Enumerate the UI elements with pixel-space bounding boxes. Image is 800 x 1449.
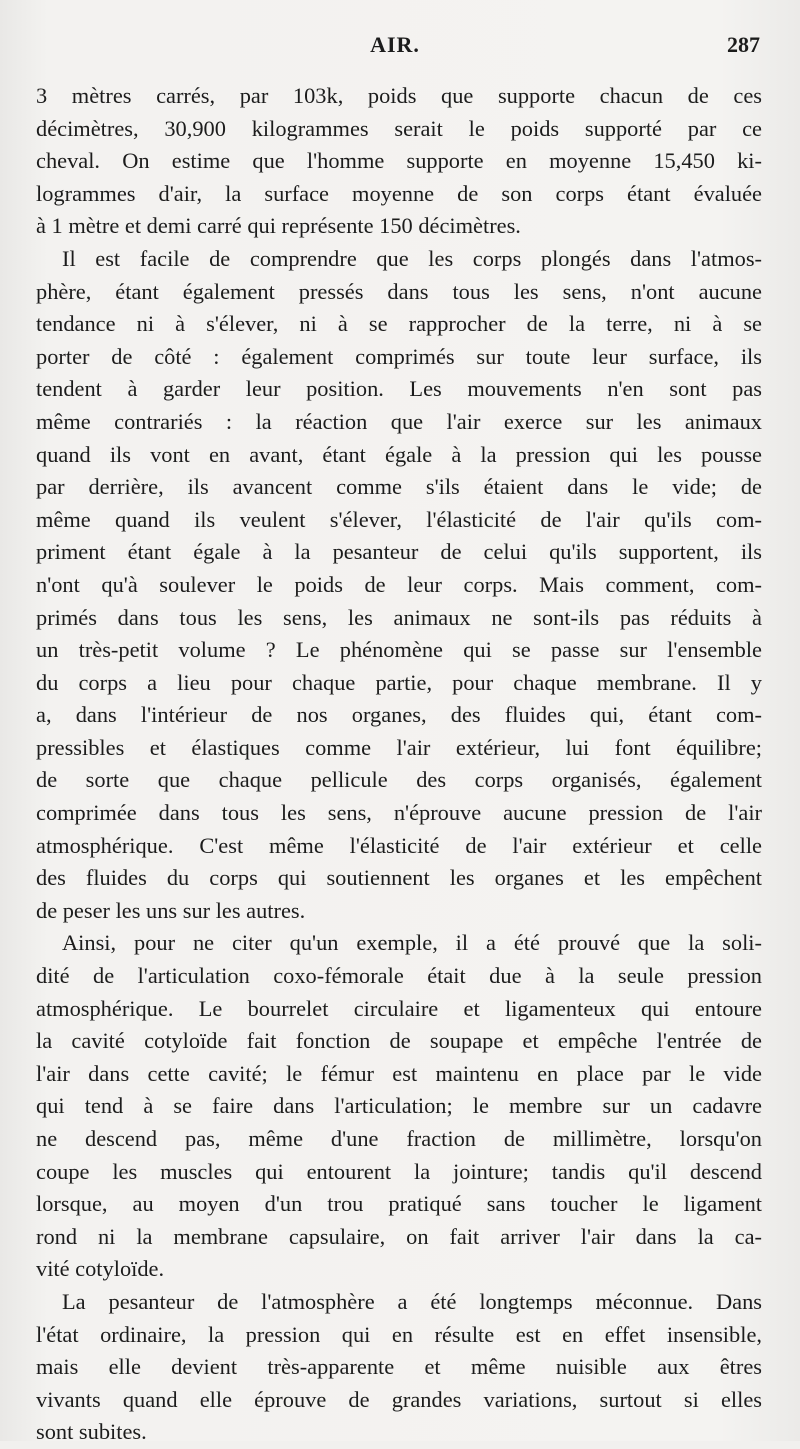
- text-line: dité de l'articulation coxo-fémorale était due à la seule pression: [36, 963, 762, 989]
- text-line: 3 mètres carrés, par 103k, poids que supporte chacun de ces: [36, 83, 762, 108]
- text-line: l'état ordinaire, la pression qui en résulte est en effet insensible,: [36, 1321, 762, 1347]
- text-line: à 1 mètre et demi carré qui représente 150 décimètres.: [36, 213, 521, 239]
- text-line: comprimée dans tous les sens, n'éprouve aucune pression de l'air: [36, 800, 762, 826]
- text-line: Ainsi, pour ne citer qu'un exemple, il a été prouvé que la soli-: [62, 930, 762, 956]
- text-line: tendance ni à s'élever, ni à se rapprocher de la terre, ni à se: [36, 311, 762, 337]
- page-number: 287: [727, 32, 760, 57]
- text-line: du corps a lieu pour chaque partie, pour chaque membrane. Il y: [36, 669, 762, 695]
- text-line: même contrariés : la réaction que l'air exerce sur les animaux: [36, 408, 762, 434]
- paragraph: [36, 243, 762, 927]
- text-line: qui tend à se faire dans l'articulation; le membre sur un cadavre: [36, 1093, 762, 1119]
- text-line: cheval. On estime que l'homme supporte en moyenne 15,450 ki-: [36, 148, 762, 174]
- text-line: des fluides du corps qui soutiennent les organes et les empêchent: [36, 865, 762, 891]
- text-line: rond ni la membrane capsulaire, on fait arriver l'air dans la ca-: [36, 1223, 762, 1249]
- text-line: sont subites.: [36, 1419, 147, 1445]
- text-line: porter de côté : également comprimés sur toute leur surface, ils: [36, 343, 762, 369]
- text-line: Il est facile de comprendre que les corps plongés dans l'atmos-: [62, 245, 762, 271]
- text-line: primés dans tous les sens, les animaux ne sont-ils pas réduits à: [36, 604, 762, 630]
- text-line: de sorte que chaque pellicule des corps organisés, également: [36, 767, 762, 793]
- text-line: a, dans l'intérieur de nos organes, des fluides qui, étant com-: [36, 702, 762, 728]
- text-line: ne descend pas, même d'une fraction de millimètre, lorsqu'on: [36, 1126, 762, 1151]
- text-line: décimètres, 30,900 kilogrammes serait le poids supporté par ce: [36, 115, 762, 141]
- text-line: atmosphérique. C'est même l'élasticité de l'air extérieur et celle: [36, 832, 762, 858]
- paragraph: [36, 1286, 762, 1449]
- body-text: [36, 80, 762, 1449]
- text-line: n'ont qu'à soulever le poids de leur corps. Mais comment, com-: [36, 571, 762, 597]
- text-line: atmosphérique. Le bourrelet circulaire et ligamenteux qui entoure: [36, 995, 762, 1021]
- text-line: mais elle devient très-apparente et même nuisible aux êtres: [36, 1354, 762, 1380]
- text-line: pressibles et élastiques comme l'air extérieur, lui font équilibre;: [36, 734, 762, 760]
- text-line: priment étant égale à la pesanteur de celui qu'ils supportent, ils: [36, 539, 762, 565]
- text-line: vité cotyloïde.: [36, 1256, 165, 1282]
- text-line: vivants quand elle éprouve de grandes variations, surtout si elles: [36, 1386, 762, 1412]
- running-title: AIR.: [370, 32, 420, 57]
- text-line: logrammes d'air, la surface moyenne de son corps étant évaluée: [36, 180, 762, 206]
- text-line: tendent à garder leur position. Les mouvements n'en sont pas: [36, 376, 762, 402]
- text-line: lorsque, au moyen d'un trou pratiqué sans toucher le ligament: [36, 1191, 762, 1217]
- text-line: l'air dans cette cavité; le fémur est maintenu en place par le vide: [36, 1060, 762, 1086]
- paragraph: [36, 80, 762, 243]
- text-line: La pesanteur de l'atmosphère a été longtemps méconnue. Dans: [62, 1288, 762, 1314]
- text-line: la cavité cotyloïde fait fonction de soupape et empêche l'entrée de: [36, 1028, 762, 1054]
- text-line: de peser les uns sur les autres.: [36, 897, 306, 923]
- text-line: phère, étant également pressés dans tous les sens, n'ont aucune: [36, 278, 762, 304]
- text-line: quand ils vont en avant, étant égale à la pression qui les pousse: [36, 441, 762, 467]
- text-line: coupe les muscles qui entourent la jointure; tandis qu'il descend: [36, 1158, 762, 1184]
- text-line: par derrière, ils avancent comme s'ils étaient dans le vide; de: [36, 474, 762, 500]
- paragraph: [36, 927, 762, 1286]
- text-line: même quand ils veulent s'élever, l'élasticité de l'air qu'ils com-: [36, 506, 762, 532]
- text-line: un très-petit volume ? Le phénomène qui se passe sur l'ensemble: [36, 637, 762, 663]
- running-head: [30, 30, 760, 60]
